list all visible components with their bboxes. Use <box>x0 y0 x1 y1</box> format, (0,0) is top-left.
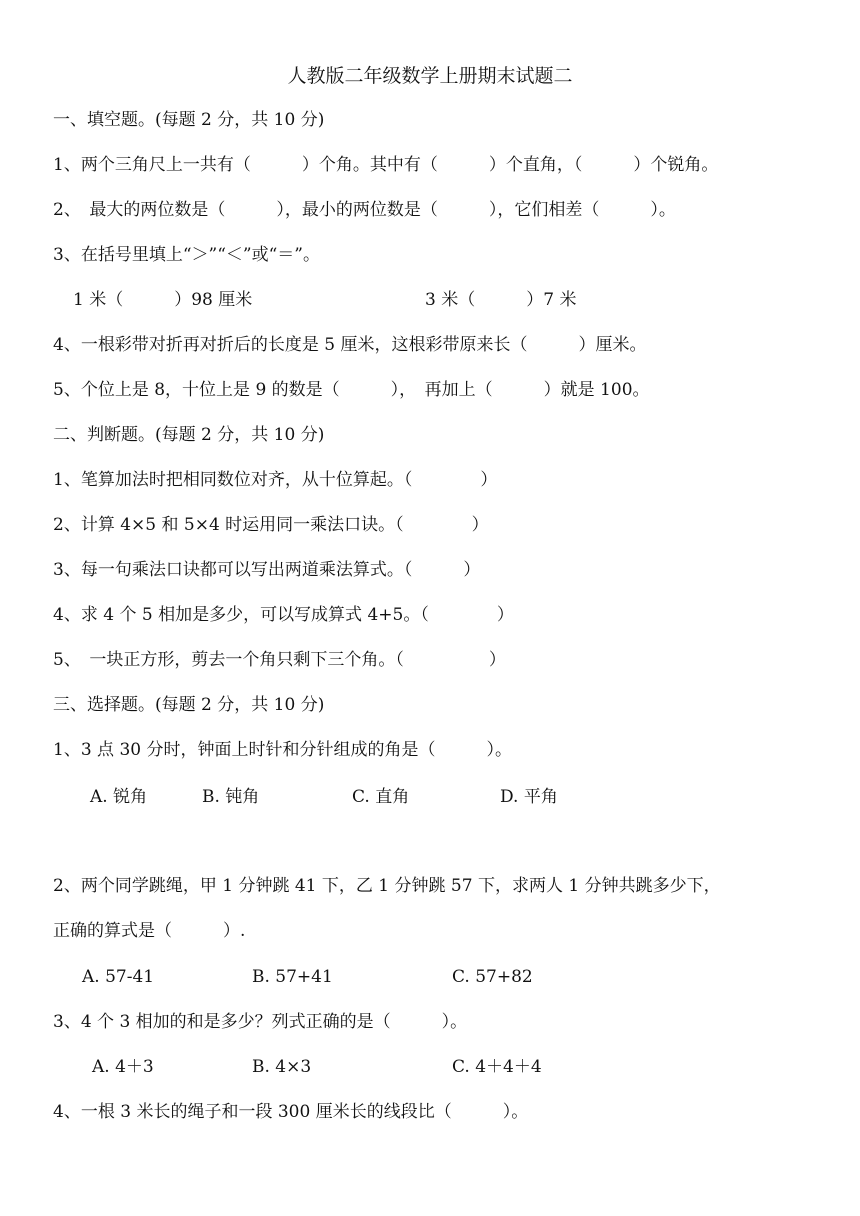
question-3-1: 1、3 点 30 分时，钟面上时针和分针组成的角是（ ）。 <box>53 740 512 760</box>
question-3-3-option-b: B. 4×3 <box>252 1057 312 1077</box>
question-2-5: 5、 一块正方形，剪去一个角只剩下三个角。（ ） <box>53 650 506 670</box>
question-1-5: 5、个位上是 8，十位上是 9 的数是（ ）， 再加上（ ）就是 100。 <box>53 380 650 400</box>
question-3-4: 4、一根 3 米长的绳子和一段 300 厘米长的线段比（ ）。 <box>53 1102 529 1122</box>
question-1-3-a: 1 米（ ）98 厘米 <box>73 290 253 310</box>
page-title: 人教版二年级数学上册期末试题二 <box>287 65 573 87</box>
question-3-2-option-c: C. 57+82 <box>452 967 533 987</box>
question-2-2: 2、计算 4×5 和 5×4 时运用同一乘法口诀。（ ） <box>53 515 489 535</box>
question-3-1-option-a: A. 锐角 <box>90 787 148 807</box>
section1-heading: 一、填空题。(每题 2 分，共 10 分) <box>53 110 325 130</box>
question-1-2: 2、 最大的两位数是（ ），最小的两位数是（ ），它们相差（ ）。 <box>53 200 676 220</box>
question-3-2-line2: 正确的算式是（ ）. <box>53 921 246 941</box>
question-1-1: 1、两个三角尺上一共有（ ）个角。其中有（ ）个直角，（ ）个锐角。 <box>53 155 719 175</box>
section3-heading: 三、选择题。(每题 2 分，共 10 分) <box>53 695 325 715</box>
section2-heading: 二、判断题。(每题 2 分，共 10 分) <box>53 425 325 445</box>
question-1-3: 3、在括号里填上“＞”“＜”或“＝”。 <box>53 245 320 265</box>
question-3-1-option-d: D. 平角 <box>500 787 558 807</box>
question-2-3: 3、每一句乘法口诀都可以写出两道乘法算式。（ ） <box>53 560 481 580</box>
question-3-2-option-a: A. 57-41 <box>82 967 155 987</box>
question-3-3-option-c: C. 4＋4＋4 <box>452 1057 542 1077</box>
question-2-4: 4、求 4 个 5 相加是多少，可以写成算式 4+5。（ ） <box>53 605 514 625</box>
question-2-1: 1、笔算加法时把相同数位对齐，从十位算起。（ ） <box>53 470 498 490</box>
question-1-3-b: 3 米（ ）7 米 <box>425 290 577 310</box>
question-3-1-option-c: C. 直角 <box>352 787 410 807</box>
question-3-2-line1: 2、两个同学跳绳，甲 1 分钟跳 41 下，乙 1 分钟跳 57 下，求两人 1 分钟共跳多少下， <box>53 876 721 896</box>
question-3-1-option-b: B. 钝角 <box>202 787 260 807</box>
question-3-3-option-a: A. 4＋3 <box>92 1057 154 1077</box>
question-3-2-option-b: B. 57+41 <box>252 967 333 987</box>
question-1-4: 4、一根彩带对折再对折后的长度是 5 厘米，这根彩带原来长（ ）厘米。 <box>53 335 647 355</box>
question-3-3: 3、4 个 3 相加的和是多少？列式正确的是（ ）。 <box>53 1012 468 1032</box>
